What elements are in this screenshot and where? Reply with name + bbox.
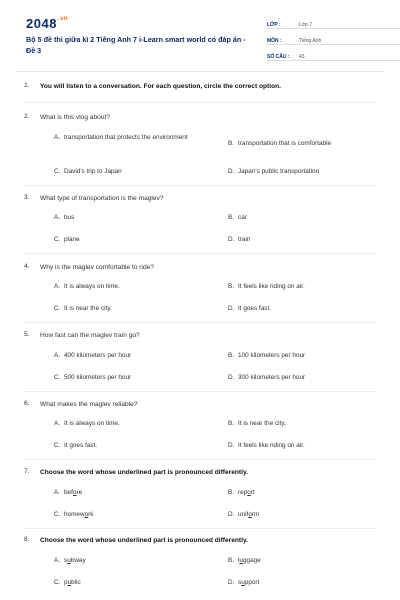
word-part: homew — [64, 511, 85, 518]
question-text: What is this vlog about? — [40, 114, 111, 121]
option-letter: C. — [54, 236, 61, 243]
option-word — [64, 556, 204, 565]
meta-row-count — [267, 49, 400, 61]
meta-key: MÔN : — [267, 38, 282, 44]
word-part: rk — [88, 511, 94, 518]
word-part: s — [238, 579, 242, 586]
option-text: car — [238, 214, 247, 221]
option-letter: A. — [54, 352, 61, 359]
option-letter: A. — [54, 489, 61, 496]
question-text: Choose the word whose underlined part is pronounced differently. — [40, 469, 248, 476]
underlined-part: o — [84, 511, 89, 518]
option-letter: B. — [228, 140, 235, 147]
meta-row-class — [267, 17, 400, 29]
option-text: 300 kilometers per hour — [238, 374, 306, 381]
meta-key: SỐ CÂU : — [267, 54, 290, 60]
word-part: bway — [70, 557, 86, 564]
underlined-part: o — [72, 489, 77, 496]
question-number: 6. — [24, 400, 30, 407]
option-text: bus — [64, 214, 75, 221]
option-text: It is near the city. — [238, 420, 286, 427]
word-part: rep — [238, 489, 248, 496]
option-text: Japan's public transportation — [238, 168, 320, 175]
option-text: 400 kilometers per hour — [64, 352, 132, 359]
question-text: You will listen to a conversation. For each question, circle the correct option. — [40, 83, 281, 90]
option-letter: C. — [54, 374, 61, 381]
option-letter: D. — [228, 374, 235, 381]
question-text: What makes the maglev reliable? — [40, 401, 138, 408]
divider — [24, 185, 376, 186]
option-letter: D. — [228, 236, 235, 243]
divider — [24, 253, 376, 254]
option-text: train — [238, 236, 251, 243]
meta-row-subject — [267, 33, 400, 45]
option-text: It feels like riding on air. — [238, 442, 305, 449]
option-text: David's trip to Japan — [64, 168, 122, 175]
question-number: 4. — [24, 263, 30, 270]
option-letter: B. — [228, 214, 235, 221]
question-text: How fast can the maglev train go? — [40, 332, 140, 339]
option-word — [64, 578, 204, 587]
option-letter: B. — [228, 283, 235, 290]
document-header — [16, 0, 384, 72]
question-number: 7. — [24, 468, 30, 475]
option-letter: D. — [228, 168, 235, 175]
option-letter: B. — [228, 489, 235, 496]
logo-text: 2048 — [26, 16, 57, 31]
question-number: 8. — [24, 536, 30, 543]
site-logo[interactable] — [26, 16, 68, 31]
underlined-part: u — [241, 579, 245, 586]
option-text: 500 kilometers per hour — [64, 374, 132, 381]
divider — [24, 322, 376, 323]
option-word — [64, 488, 204, 497]
option-letter: C. — [54, 305, 61, 312]
option-letter: A. — [54, 557, 61, 564]
question-text: What type of transportation is the maglev? — [40, 195, 164, 202]
option-word — [64, 510, 204, 519]
logo-suffix: .vn — [57, 16, 69, 22]
option-text: plane — [64, 236, 80, 243]
question-number: 5. — [24, 331, 30, 338]
word-part: rt — [250, 489, 255, 496]
question-number: 1. — [24, 82, 30, 89]
option-letter: A. — [54, 420, 61, 427]
question-number: 2. — [24, 113, 30, 120]
option-letter: C. — [54, 442, 61, 449]
word-part: unif — [238, 511, 249, 518]
option-letter: C. — [54, 579, 61, 586]
option-word — [238, 556, 378, 565]
word-part: pport — [244, 579, 260, 586]
option-letter: D. — [228, 442, 235, 449]
meta-value: 43 — [299, 54, 305, 60]
word-part: bef — [64, 489, 73, 496]
option-letter: B. — [228, 557, 235, 564]
meta-key: LỚP : — [267, 22, 281, 28]
divider — [24, 391, 376, 392]
word-part: s — [64, 557, 68, 564]
word-part: rm — [251, 511, 260, 518]
divider — [24, 102, 376, 103]
option-word — [238, 578, 378, 587]
option-letter: B. — [228, 420, 235, 427]
option-text: It feels like riding on air. — [238, 283, 305, 290]
option-text: It goes fast. — [238, 305, 272, 312]
word-part: re — [76, 489, 83, 496]
underlined-part: u — [67, 579, 72, 586]
word-part: blic — [71, 579, 81, 586]
document-title: Bộ 5 đề thi giữa kì 2 Tiếng Anh 7 i-Learn smart world có đáp án - Đề 3 — [26, 35, 246, 55]
word-part: l — [238, 557, 240, 564]
underlined-part: o — [248, 511, 252, 518]
option-letter: D. — [228, 511, 235, 518]
divider — [24, 528, 376, 529]
underlined-part: u — [239, 557, 243, 564]
option-word — [238, 488, 378, 497]
option-letter: B. — [228, 352, 235, 359]
meta-info — [267, 17, 400, 65]
option-text: It is always on time. — [64, 283, 120, 290]
option-letter: A. — [54, 214, 61, 221]
option-letter: A. — [54, 134, 61, 141]
underlined-part: o — [247, 489, 251, 496]
option-letter: C. — [54, 168, 61, 175]
option-letter: D. — [228, 579, 235, 586]
option-text: transportation that is comfortable — [238, 140, 332, 147]
option-text: It is always on time. — [64, 420, 120, 427]
question-text: Why is the maglev comfortable to ride? — [40, 264, 154, 271]
option-text: 100 kilometers per hour — [238, 352, 306, 359]
option-letter: C. — [54, 511, 61, 518]
option-letter: A. — [54, 283, 61, 290]
option-letter: D. — [228, 305, 235, 312]
meta-value: Lớp 7 — [299, 22, 313, 28]
meta-value: Tiếng Anh — [299, 38, 322, 44]
word-part: ggage — [242, 557, 261, 564]
underlined-part: u — [67, 557, 71, 564]
option-word — [238, 510, 378, 519]
question-number: 3. — [24, 194, 30, 201]
divider — [24, 459, 376, 460]
word-part: p — [64, 579, 68, 586]
option-text: It goes fast. — [64, 442, 98, 449]
question-text: Choose the word whose underlined part is pronounced differently. — [40, 537, 248, 544]
option-text: It is near the city. — [64, 305, 112, 312]
option-text: transportation that protects the environment — [64, 134, 188, 141]
